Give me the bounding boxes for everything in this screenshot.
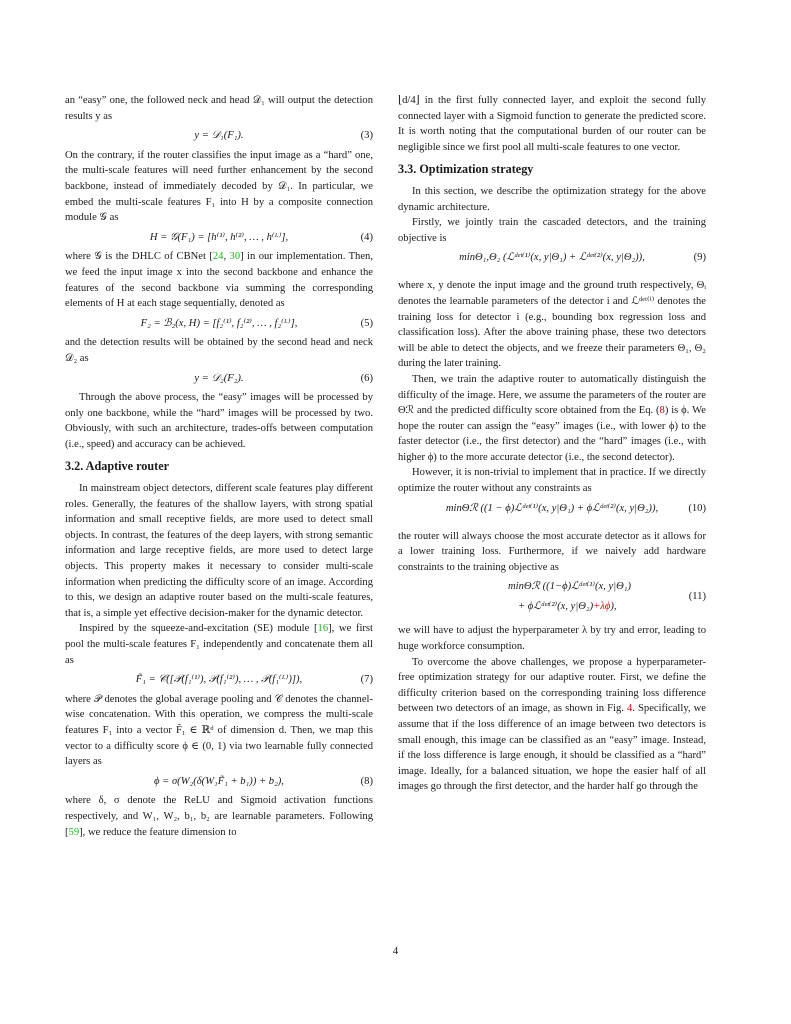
equation-number: (9) xyxy=(693,252,706,264)
text: ], we reduce the feature dimension to xyxy=(79,826,237,838)
text: where 𝒢 is the DHLC of CBNet [ xyxy=(65,251,213,263)
paragraph xyxy=(398,372,706,466)
equation-body: minΘ₁,Θ₂ (ℒᵈᵉᵗ⁽¹⁾(x, y|Θ₁) + ℒᵈᵉᵗ⁽²⁾(x, y|Θ₂)), xyxy=(459,252,645,264)
paragraph xyxy=(65,621,373,668)
equation-term: + ϕℒᵈᵉᵗ⁽²⁾(x, y|Θ₂) xyxy=(518,601,594,613)
citation-link[interactable]: 24 xyxy=(212,251,224,263)
paragraph: where 𝒫 denotes the global average pooling and 𝒞 denotes the channel-wise concatenation. With this operation, we compress the multi-scale features F₁ into a vector F̃₁ ∈ ℝᵈ of dimension d. Then, we map this vector to a difficulty score ϕ ∈ (0, 1) via two learnable fully connected layers as xyxy=(65,693,373,768)
equation-line-1: minΘℛ ((1−ϕ)ℒᵈᵉᵗ⁽¹⁾(x, y|Θ₁) xyxy=(508,581,632,593)
paragraph: Firstly, we jointly train the cascaded detectors, and the training objective is xyxy=(398,217,706,244)
section-heading: 3.3. Optimization strategy xyxy=(398,162,534,177)
right-column xyxy=(398,93,706,795)
text: ] in our implementation. Then, we feed the input image x into the second backbone and enhance the features of the second backbone via summing the corresponding elements of H at each stage sequentially, denoted as xyxy=(65,251,373,310)
equation-body: y = 𝒟₂(F₂). xyxy=(194,372,244,384)
citation-link[interactable]: 59 xyxy=(68,826,80,838)
paragraph xyxy=(398,655,706,795)
paragraph: we will have to adjust the hyperparameter λ by try and error, leading to huge workforce consumption. xyxy=(398,625,706,653)
equation-number: (11) xyxy=(688,591,706,603)
equation-7 xyxy=(65,672,373,688)
citation-link[interactable]: 30 xyxy=(229,251,241,263)
paragraph: Through the above process, the “easy” images will be processed by only one backbone, while the “hard” images will be processed by two. Obviously, with such an architecture, trades-offs between computation (i.e., speed) and accuracy can be achieved. xyxy=(65,392,373,450)
equation-body: y = 𝒟₁(F₁). xyxy=(194,130,244,142)
paragraph: On the contrary, if the router classifies the input image as a “hard” one, the multi-scale features will need further enhancement by the second backbone, instead of immediately decoded by 𝒟₁. In particular, we embed the multi-scale features F₁ into H by a composite connection module 𝒢 as xyxy=(65,149,373,224)
page-number: 4 xyxy=(392,945,399,957)
equation-body: F₂ = ℬ₂(x, H) = [f₂⁽¹⁾, f₂⁽²⁾, … , f₂⁽ᴸ⁾], xyxy=(140,317,298,329)
equation-number: (7) xyxy=(360,674,373,686)
equation-body: F̃₁ = 𝒞([𝒫(f₁⁽¹⁾), 𝒫(f₁⁽²⁾), … , 𝒫(f₁⁽ᴸ⁾)]), xyxy=(135,674,303,686)
left-column xyxy=(65,93,373,840)
citation-link[interactable]: 16 xyxy=(317,623,329,635)
equation-8 xyxy=(65,774,373,790)
equation-11 xyxy=(398,579,706,619)
paragraph xyxy=(65,793,373,840)
section-heading: 3.2. Adaptive router xyxy=(65,459,170,474)
equation-number: (4) xyxy=(360,231,373,243)
paragraph: ⌊d/4⌋ in the first fully connected layer, and exploit the second fully connected layer with a Sigmoid function to generate the predicted score. It is worth noting that the computational burden of our router can be negligible since we first pool all multi-scale features to one vector. xyxy=(398,95,706,153)
equation-number: (6) xyxy=(360,372,373,384)
figure-link[interactable]: 4 xyxy=(627,703,633,715)
paragraph: In mainstream object detectors, different scale features play different roles. Generally, the features of the shallow layers, with strong spatial information and small receptive fields, are more used to detect small objects. In contrast, the features of the deep layers, with strong semantic information and large receptive fields, are more used to detect large objects. This property makes it necessary to consider multi-scale information when predicting the difficulty score of an image. According to this, we design an adaptive router based on the multi-scale features, that is, a simple yet effective decision-maker for the dynamic detector. xyxy=(65,483,373,619)
equation-3 xyxy=(65,128,373,144)
equation-number: (5) xyxy=(360,317,373,329)
paragraph: and the detection results will be obtained by the second head and neck 𝒟₂ as xyxy=(65,337,373,364)
paragraph: However, it is non-trivial to implement that in practice. If we directly optimize the router without any constraints as xyxy=(398,467,706,495)
paragraph xyxy=(65,249,373,311)
equation-line-2 xyxy=(518,599,617,615)
equation-link[interactable]: 8 xyxy=(659,405,665,417)
text: ) is ϕ. We hope the router can assign the “easy” images (i.e., with lower ϕ) to the faster detector (i.e., the first detector) and the “hard” images (i.e., with higher ϕ) to the more accurate detector (i.e., the second detector). xyxy=(398,405,706,463)
text: To overcome the above challenges, we propose a hyperparameter-free optimization strategy for our adaptive router. First, we define the difficulty criterion based on the corresponding training loss difference between two detectors of an image, as shown in Fig. xyxy=(398,656,706,715)
text: , xyxy=(223,251,230,263)
equation-6 xyxy=(65,371,373,387)
equation-4 xyxy=(65,230,373,246)
highlighted-term: +λϕ xyxy=(593,601,611,613)
text: Inspired by the squeeze-and-excitation (SE) module [ xyxy=(79,623,318,635)
text: where δ, σ denote the ReLU and Sigmoid activation functions respectively, and W₁, W₂, b₁, b₂ are learnable parameters. Following [ xyxy=(65,795,373,838)
equation-10 xyxy=(398,501,706,525)
equation-number: (10) xyxy=(688,502,706,514)
equation-9 xyxy=(398,250,706,274)
equation-body: H = 𝒢(F₁) = [h⁽¹⁾, h⁽²⁾, … , h⁽ᴸ⁾], xyxy=(149,231,289,243)
equation-term: ), xyxy=(610,601,617,613)
equation-number: (3) xyxy=(360,130,373,142)
equation-number: (8) xyxy=(360,775,373,787)
equation-5 xyxy=(65,316,373,332)
paragraph: where x, y denote the input image and the ground truth respectively, Θᵢ denotes the learnable parameters of the detector i and ℒᵈᵉᵗ⁽ⁱ⁾ denotes the training loss for detector i (e.g., bounding box regression loss and classification loss). After the above training phase, these two detectors will be able to detect the objects, and we freeze their parameters Θ₁, Θ₂ during the later training. xyxy=(398,280,706,370)
paragraph: In this section, we describe the optimization strategy for the above dynamic architecture. xyxy=(398,185,706,213)
equation-body: minΘℛ ((1 − ϕ)ℒᵈᵉᵗ⁽¹⁾(x, y|Θ₁) + ϕℒᵈᵉᵗ⁽²⁾(x, y|Θ₂)), xyxy=(445,502,659,514)
paragraph: the router will always choose the most accurate detector as it allows for a lower training loss. Furthermore, if we naively add hardware constraints to the training objective as xyxy=(398,530,706,573)
text: . Specifically, we assume that if the loss difference of an image between two detectors is small enough, this image can be classified as an “easy” image. Instead, if the loss difference is large enough, it should be classified as a “hard” image. Ideally, for a balanced situation, we hope the easier half of all images go through the first detector, and the harder half go through the xyxy=(398,703,706,793)
text: ], we first pool the multi-scale features F₁ independently and concatenate them all as xyxy=(65,623,373,666)
text: Then, we train the adaptive router to automatically distinguish the difficulty of the image. Here, we assume the parameters of the router are Θℛ and the predicted difficulty score obtained from the Eq. ( xyxy=(398,373,706,417)
paragraph: an “easy” one, the followed neck and head 𝒟₁ will output the detection results y as xyxy=(65,95,373,122)
equation-body: ϕ = σ(W₂(δ(W₁F̃₁ + b₁)) + b₂), xyxy=(154,775,284,787)
